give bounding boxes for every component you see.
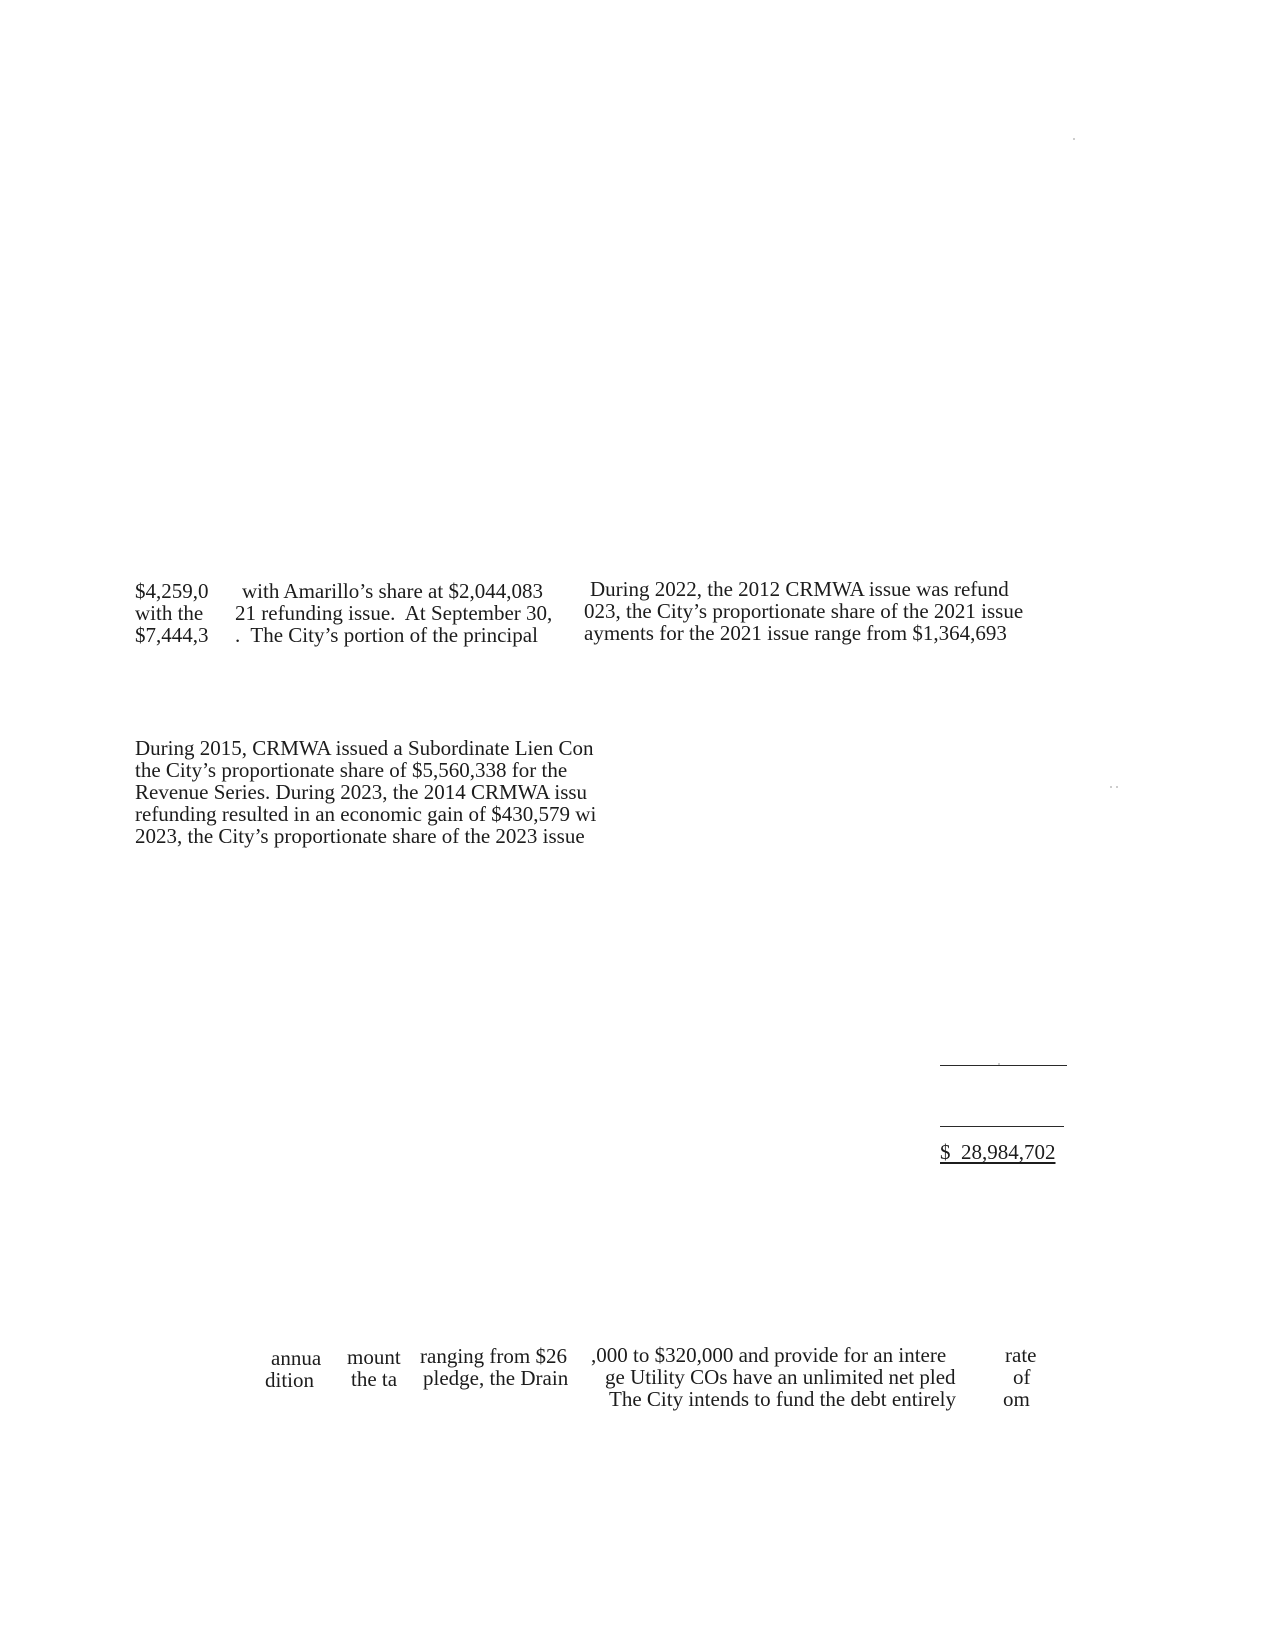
total-rule-lower — [940, 1126, 1064, 1127]
scan-speck — [998, 1063, 1000, 1065]
scan-speck — [1073, 138, 1075, 140]
block2-line-1: During 2015, CRMWA issued a Subordinate Lien Con — [135, 736, 594, 760]
block3-row2-frag-1: dition — [265, 1368, 315, 1392]
block2-line-3: Revenue Series. During 2023, the 2014 CRMWA issu — [135, 780, 588, 804]
block3-row1-frag-1: annua — [271, 1346, 322, 1370]
block3-row1-frag-2: mount — [347, 1345, 401, 1369]
block3-row3-frag-1: The City intends to fund the debt entirely — [609, 1387, 957, 1411]
block1-col-b-line-3: . The City’s portion of the principal — [235, 623, 538, 647]
block3-row1-frag-4: ,000 to $320,000 and provide for an intere — [591, 1343, 947, 1367]
block1-col-b-line-1: with Amarillo’s share at $2,044,083 — [242, 579, 543, 603]
scan-speck — [1116, 786, 1118, 788]
block3-row3-frag-2: om — [1003, 1387, 1030, 1411]
total-amount: $ 28,984,702 — [940, 1140, 1056, 1164]
scan-speck — [1110, 786, 1112, 788]
block1-col-a-line-2: with the — [135, 601, 204, 625]
block1-col-c-line-1: During 2022, the 2012 CRMWA issue was refund — [590, 577, 1009, 601]
block3-row2-frag-5: of — [1013, 1365, 1031, 1389]
block2-line-5: 2023, the City’s proportionate share of the 2023 issue — [135, 824, 585, 848]
block1-col-c-line-3: ayments for the 2021 issue range from $1,364,693 — [584, 621, 1007, 645]
block1-col-a-line-3: $7,444,3 — [135, 623, 209, 647]
block3-row2-frag-4: ge Utility COs have an unlimited net pled — [605, 1365, 956, 1389]
total-rule-upper — [940, 1065, 1067, 1066]
block3-row2-frag-3: pledge, the Drain — [423, 1366, 569, 1390]
block2-line-2: the City’s proportionate share of $5,560,338 for the — [135, 758, 568, 782]
block1-col-b-line-2: 21 refunding issue. At September 30, — [235, 601, 553, 625]
block3-row1-frag-5: rate — [1005, 1343, 1037, 1367]
block3-row2-frag-2: the ta — [351, 1367, 398, 1391]
block1-col-a-line-1: $4,259,0 — [135, 579, 209, 603]
block2-line-4: refunding resulted in an economic gain of $430,579 wi — [135, 802, 597, 826]
block3-row1-frag-3: ranging from $26 — [420, 1344, 567, 1368]
block1-col-c-line-2: 023, the City’s proportionate share of the 2021 issue — [584, 599, 1024, 623]
